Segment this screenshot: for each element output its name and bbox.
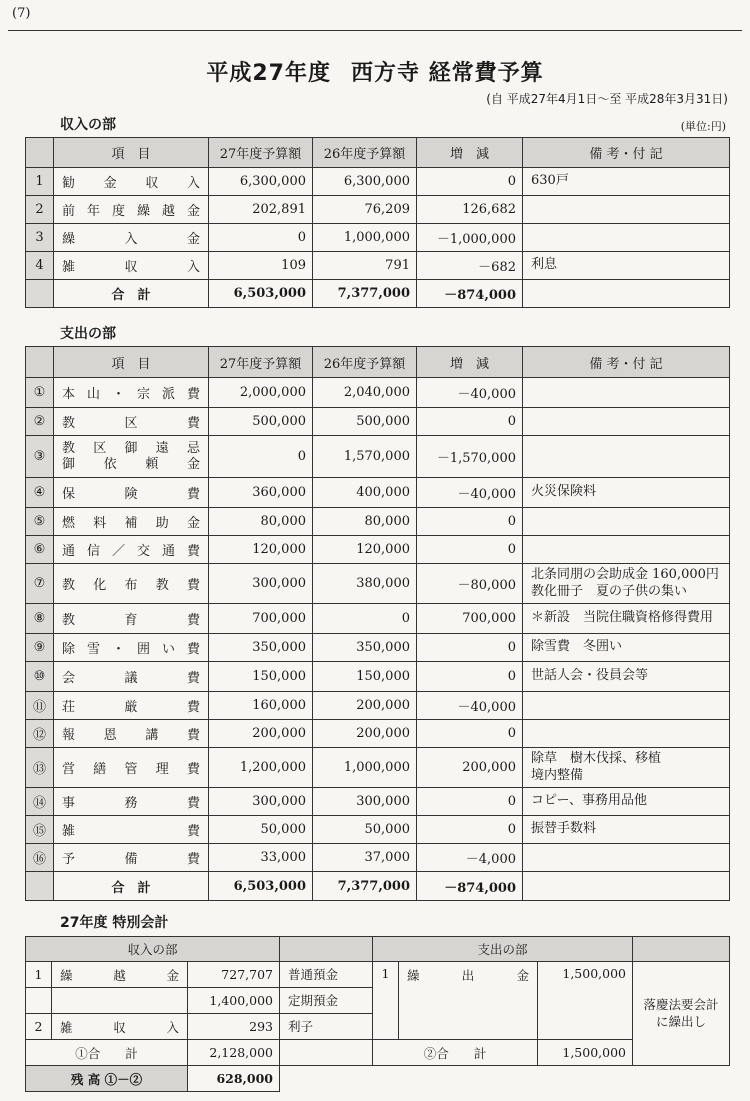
row-note [523,252,730,280]
special-expense-total-amount: 1,500,000 [538,1040,633,1066]
row-number: 3 [26,224,54,252]
row-item: 繰入金 [54,224,209,252]
row-number: ③ [26,436,54,478]
row-number: ⑪ [26,692,54,720]
row-b26: 150,000 [313,662,417,692]
row-b26: 1,000,000 [313,748,417,788]
row-b27: 300,000 [209,564,313,604]
row-note [523,604,730,634]
row-b27: 500,000 [209,408,313,436]
total-label: 合 計 [54,280,209,308]
total-b27: 6,503,000 [209,872,313,901]
row-b26: 76,209 [313,196,417,224]
row-item: 本山・宗派費 [54,378,209,408]
special-income-note: 利子 [280,1014,373,1040]
special-income-no [26,988,52,1014]
row-b27: 200,000 [209,720,313,748]
row-item: 教区費 [54,408,209,436]
balance-label: 残 高 ①－② [26,1066,188,1092]
row-diff: 0 [417,168,523,196]
row-b26: 300,000 [313,788,417,816]
row-b26: 1,570,000 [313,436,417,478]
expense-header-row [26,347,730,378]
row-b27: 50,000 [209,816,313,844]
row-note-line: 火災保険料 [531,484,597,500]
row-b27: 1,200,000 [209,748,313,788]
special-income-no: 1 [26,962,52,988]
table-row [26,564,730,604]
row-b27: 0 [209,224,313,252]
special-expense-header: 支出の部 [373,937,633,962]
income-table [25,137,730,308]
row-note [523,844,730,872]
row-item: 教育費 [54,604,209,634]
row-number: ⑧ [26,604,54,634]
row-item: 荘厳費 [54,692,209,720]
row-diff: 0 [417,720,523,748]
special-balance-row [26,1066,730,1092]
row-diff: 0 [417,536,523,564]
row-note-line: 除雪費 冬囲い [531,639,623,655]
table-row [26,720,730,748]
row-diff: 700,000 [417,604,523,634]
row-b26: 200,000 [313,720,417,748]
table-row [26,634,730,662]
row-note [523,788,730,816]
special-income-item [52,988,188,1014]
table-row [26,604,730,634]
row-b26: 2,040,000 [313,378,417,408]
row-diff: 200,000 [417,748,523,788]
row-b27: 6,300,000 [209,168,313,196]
row-b26: 1,000,000 [313,224,417,252]
row-b27: 80,000 [209,508,313,536]
row-diff: －4,000 [417,844,523,872]
row-note [523,748,730,788]
row-item: 事務費 [54,788,209,816]
row-b27: 160,000 [209,692,313,720]
special-table [25,936,730,1092]
row-item: 会議費 [54,662,209,692]
row-note [523,508,730,536]
row-note-line: 利息 [531,257,558,273]
total-label: 合 計 [54,872,209,901]
top-rule [8,30,742,31]
row-number: ④ [26,478,54,508]
header-b27: 27年度予算額 [209,138,313,168]
total-b26: 7,377,000 [313,280,417,308]
header-b27: 27年度予算額 [209,347,313,378]
row-diff: －40,000 [417,478,523,508]
row-item: 通信／交通費 [54,536,209,564]
row-number: ⑥ [26,536,54,564]
row-item: 燃料補助金 [54,508,209,536]
row-number: 2 [26,196,54,224]
special-expense-amount: 1,500,000 [538,962,633,1040]
row-diff: －682 [417,252,523,280]
row-item: 保険費 [54,478,209,508]
row-item: 前年度繰越金 [54,196,209,224]
table-row [26,844,730,872]
table-row [26,692,730,720]
row-b26: 80,000 [313,508,417,536]
total-diff: －874,000 [417,280,523,308]
row-note [523,478,730,508]
row-item: 予備費 [54,844,209,872]
row-b26: 791 [313,252,417,280]
special-income-note: 普通預金 [280,962,373,988]
row-diff: 126,682 [417,196,523,224]
row-diff: －40,000 [417,692,523,720]
row-b27: 350,000 [209,634,313,662]
row-number: ② [26,408,54,436]
row-b26: 0 [313,604,417,634]
row-item [54,436,209,478]
header-diff: 増 減 [417,138,523,168]
special-expense-note: 落慶法要会計に繰出し [633,962,730,1066]
expense-total-row [26,872,730,901]
income-total-row [26,280,730,308]
header-diff: 増 減 [417,347,523,378]
row-number: 1 [26,168,54,196]
title-year: 平成27年度 [206,61,331,86]
row-note [523,720,730,748]
row-note [523,662,730,692]
title-main: 西方寺 経常費予算 [350,61,544,86]
total-b27: 6,503,000 [209,280,313,308]
special-expense-total-label: ②合 計 [373,1040,538,1066]
row-note-line: 世話人会・役員会等 [531,668,649,684]
row-note [523,436,730,478]
table-row [26,748,730,788]
row-number: ⑮ [26,816,54,844]
row-diff: 0 [417,408,523,436]
row-b27: 700,000 [209,604,313,634]
row-number: ⑯ [26,844,54,872]
row-note [523,224,730,252]
row-b27: 300,000 [209,788,313,816]
row-note-line: 境内整備 [531,767,584,783]
row-note-line: 振替手数料 [531,821,597,837]
page-title [0,56,750,87]
header-b26: 26年度予算額 [313,138,417,168]
header-item: 項 目 [54,347,209,378]
row-number: ⑬ [26,748,54,788]
row-diff: －80,000 [417,564,523,604]
row-number: ⑨ [26,634,54,662]
expense-table [25,346,730,901]
balance-amount: 628,000 [188,1066,280,1092]
row-item: 勧金収入 [54,168,209,196]
header-no [26,347,54,378]
table-row [26,536,730,564]
row-note [523,816,730,844]
row-item: 雑収入 [54,252,209,280]
table-row [26,408,730,436]
row-diff: 0 [417,788,523,816]
row-note [523,168,730,196]
special-income-total-label: ①合 計 [26,1040,188,1066]
row-note [523,408,730,436]
table-row [26,816,730,844]
special-income-amount: 293 [188,1014,280,1040]
expense-heading: 支出の部 [60,326,116,342]
special-income-amount: 1,400,000 [188,988,280,1014]
row-item: 営繕管理費 [54,748,209,788]
income-header-row [26,138,730,168]
income-heading: 収入の部 [60,117,116,133]
row-item: 教化布教費 [54,564,209,604]
row-diff: －40,000 [417,378,523,408]
total-b26: 7,377,000 [313,872,417,901]
row-b27: 109 [209,252,313,280]
table-row [26,196,730,224]
special-row [26,962,730,988]
special-income-no: 2 [26,1014,52,1040]
row-b27: 120,000 [209,536,313,564]
row-diff: 0 [417,634,523,662]
row-b27: 150,000 [209,662,313,692]
row-diff: －1,000,000 [417,224,523,252]
row-note [523,378,730,408]
row-note [523,536,730,564]
table-row [26,662,730,692]
row-item-line: 御依頼金 [62,456,200,472]
row-b26: 120,000 [313,536,417,564]
row-number: ⑫ [26,720,54,748]
budget-period: (自 平成27年4月1日～至 平成28年3月31日) [486,92,728,106]
header-item: 項 目 [54,138,209,168]
row-number: ⑩ [26,662,54,692]
row-number: ⑤ [26,508,54,536]
row-b26: 350,000 [313,634,417,662]
total-diff: －874,000 [417,872,523,901]
row-note-line: 北条同朋の会助成金 160,000円 [531,567,719,583]
special-heading: 27年度 特別会計 [60,915,169,931]
header-note: 備 考・付 記 [523,347,730,378]
row-b26: 400,000 [313,478,417,508]
row-b26: 500,000 [313,408,417,436]
row-b26: 37,000 [313,844,417,872]
special-income-total-amount: 2,128,000 [188,1040,280,1066]
row-item: 報恩講費 [54,720,209,748]
table-row [26,168,730,196]
special-expense-no: 1 [373,962,399,1040]
table-row [26,252,730,280]
row-note [523,196,730,224]
row-b26: 380,000 [313,564,417,604]
row-note-line: 除草 樹木伐採、移植 [531,751,662,767]
row-note-line: 教化冊子 夏の子供の集い [531,583,688,599]
table-row [26,508,730,536]
table-row [26,436,730,478]
row-diff: 0 [417,662,523,692]
special-income-amount: 727,707 [188,962,280,988]
row-b26: 200,000 [313,692,417,720]
row-b27: 0 [209,436,313,478]
row-note-line: コピー、事務用品他 [531,793,647,809]
row-b27: 360,000 [209,478,313,508]
special-header-row [26,937,730,962]
row-diff: 0 [417,508,523,536]
special-income-item: 雑収入 [52,1014,188,1040]
special-income-item: 繰越金 [52,962,188,988]
header-no [26,138,54,168]
row-note [523,692,730,720]
row-item-line: 教区御遠忌 [62,440,200,456]
row-b27: 202,891 [209,196,313,224]
special-income-note: 定期預金 [280,988,373,1014]
table-row [26,224,730,252]
row-note [523,564,730,604]
row-b27: 33,000 [209,844,313,872]
header-note: 備 考・付 記 [523,138,730,168]
header-b26: 26年度予算額 [313,347,417,378]
table-row [26,788,730,816]
row-item: 雑費 [54,816,209,844]
row-b26: 6,300,000 [313,168,417,196]
table-row [26,378,730,408]
row-item: 除雪・囲い費 [54,634,209,662]
row-number: ⑭ [26,788,54,816]
row-b26: 50,000 [313,816,417,844]
page-number: (7) [12,6,31,21]
special-expense-item: 繰出金 [399,962,538,1040]
row-number: ⑦ [26,564,54,604]
row-note-line: ＊新設 当院住職資格修得費用 [531,610,714,626]
special-income-header: 収入の部 [26,937,280,962]
row-note [523,634,730,662]
special-total-row [26,1040,730,1066]
row-note-line: 630戸 [531,173,569,189]
row-b27: 2,000,000 [209,378,313,408]
unit-label: (単位:円) [680,120,726,133]
row-number: 4 [26,252,54,280]
row-diff: －1,570,000 [417,436,523,478]
row-diff: 0 [417,816,523,844]
table-row [26,478,730,508]
row-number: ① [26,378,54,408]
